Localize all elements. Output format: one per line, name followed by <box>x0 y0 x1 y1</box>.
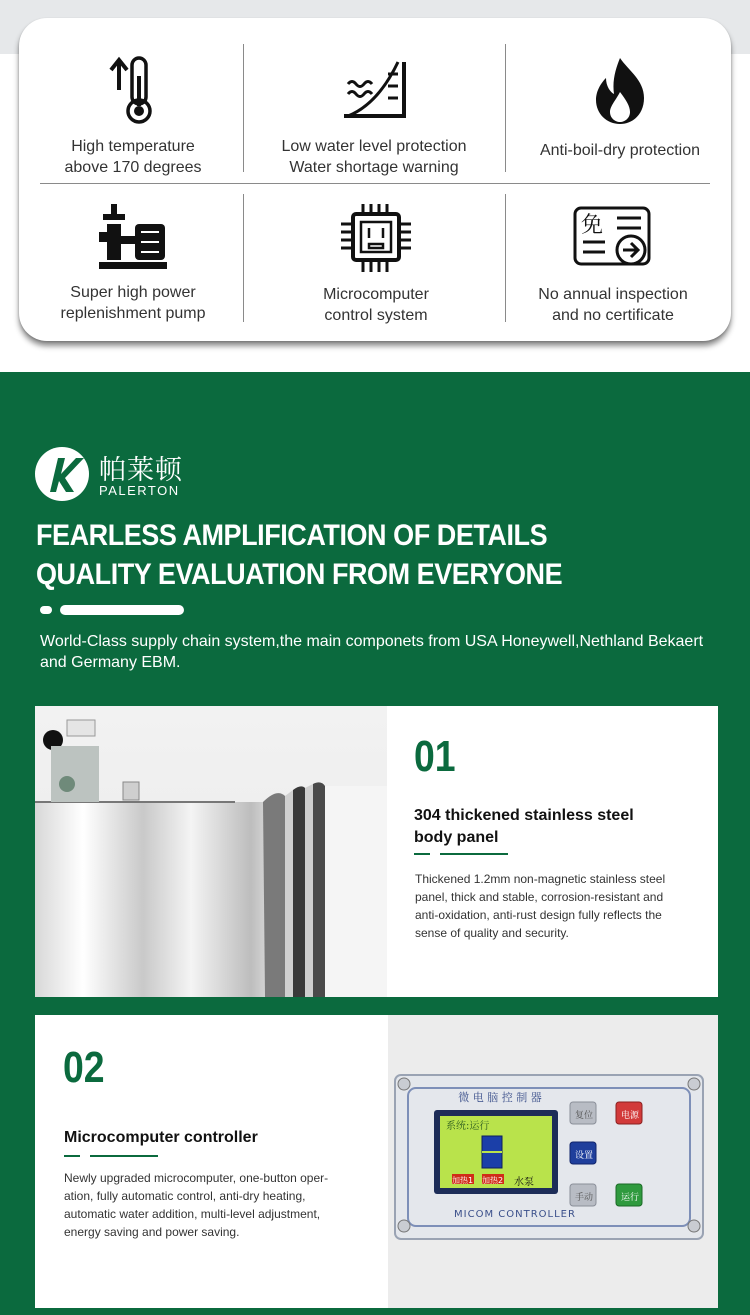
feature-high-temperature <box>33 54 233 178</box>
feature-pump <box>33 202 233 324</box>
decor-line <box>440 853 508 855</box>
controller-restore-button: 复位 <box>574 1111 593 1121</box>
grid-divider <box>505 44 506 172</box>
feature-label: Super high power replenishment pump <box>60 284 206 322</box>
decor-line <box>414 853 430 855</box>
feature-label: High temperature above 170 degrees <box>64 138 202 176</box>
feature-microcomputer <box>276 202 476 326</box>
feature-label: No annual inspection and no certificate <box>538 286 688 324</box>
feature-label: Low water level protection Water shortage warning <box>281 138 467 176</box>
feature-label: Microcomputer control system <box>323 286 429 324</box>
feature-low-water <box>256 54 492 178</box>
controller-power-button: 电源 <box>620 1111 639 1121</box>
controller-manual-button: 手动 <box>574 1193 593 1203</box>
controller-status-3: 水泵 <box>514 1177 534 1188</box>
water-level-icon <box>338 54 410 126</box>
pump-icon <box>95 202 171 272</box>
controller-screen-text: 系统:运行 <box>446 1121 490 1132</box>
thermometer-icon <box>103 54 163 126</box>
controller-status-1: 加热1 <box>452 1176 474 1185</box>
palerton-logo-icon <box>34 446 90 502</box>
detail-text-1: Thickened 1.2mm non-magnetic stainless steel panel, thick and stable, corrosion-resistant and anti-oxidation, anti-rust design fully reflects the sense of quality and security. <box>415 872 666 940</box>
svg-text:免: 免 <box>581 213 604 238</box>
detail-text-2: Newly upgraded microcomputer, one-button oper-ation, fully automatic control, anti-dry heating, automatic water addition, multi-level adjustment, energy saving and power saving. <box>64 1171 329 1239</box>
detail-title-1: 304 thickened stainless steel body panel <box>414 807 634 846</box>
headline: FEARLESS AMPLIFICATION OF DETAILS QUALITY EVALUATION FROM EVERYONE <box>36 519 563 591</box>
feature-anti-boil-dry <box>515 54 725 161</box>
detail-title-2: Microcomputer controller <box>64 1129 258 1146</box>
grid-divider <box>243 44 244 172</box>
controller-header: 微 电 脑 控 制 器 <box>458 1091 542 1104</box>
decor-line <box>90 1155 158 1157</box>
grid-divider <box>40 183 710 184</box>
decor-line <box>64 1155 80 1157</box>
feature-no-inspection <box>513 202 713 326</box>
brand-name-cn: 帕莱顿 <box>99 455 183 486</box>
controller-brand-line: MICOM CONTROLLER <box>454 1209 576 1220</box>
controller-run-button: 运行 <box>620 1193 639 1203</box>
controller-status-2: 加热2 <box>482 1176 504 1185</box>
stainless-panel-image <box>35 706 387 997</box>
decor-bar <box>60 605 184 615</box>
intro-text: World-Class supply chain system,the main componets from USA Honeywell,Nethland Bekaert and Germany EBM. <box>40 633 704 671</box>
detail-number-1: 01 <box>414 732 456 781</box>
chip-icon <box>339 202 413 274</box>
controller-set-button: 设置 <box>574 1151 593 1161</box>
feature-label: Anti-boil-dry protection <box>539 142 701 159</box>
grid-divider <box>505 194 506 322</box>
brand-name-en: PALERTON <box>99 483 180 498</box>
certificate-free-icon <box>571 202 655 274</box>
flame-icon <box>588 54 652 126</box>
decor-dot <box>40 606 52 614</box>
detail-number-2: 02 <box>63 1043 105 1092</box>
grid-divider <box>243 194 244 322</box>
